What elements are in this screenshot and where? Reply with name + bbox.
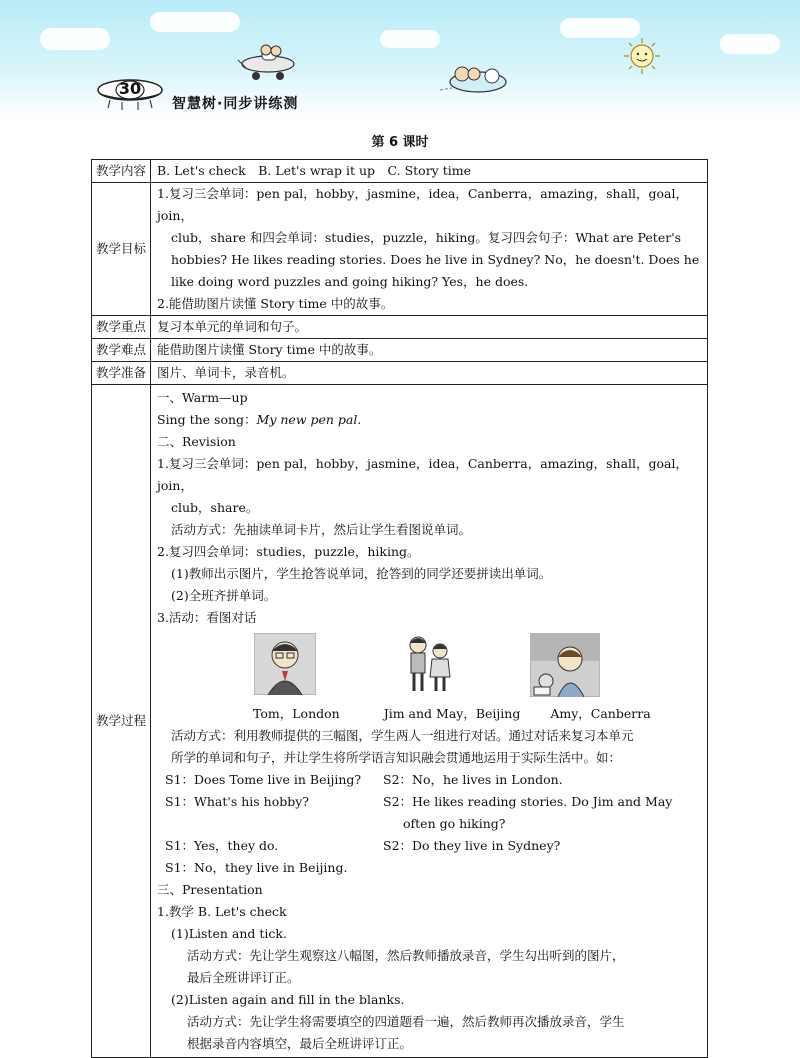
row-goals bbox=[92, 183, 708, 316]
two-kids-illustration bbox=[398, 633, 458, 695]
row-label: 教学过程 bbox=[92, 385, 151, 1058]
process-line: 1.复习三会单词：pen pal，hobby，jasmine，idea，Canberra，amazing，shall，goal，join， bbox=[157, 456, 688, 493]
dialogue-row bbox=[157, 769, 701, 791]
dialogue-s1: S1：Does Tome live in Beijing? bbox=[165, 772, 362, 787]
cloud-decoration bbox=[720, 34, 780, 54]
section-heading: 一、Warm—up bbox=[157, 390, 248, 405]
row-value bbox=[151, 385, 708, 1058]
row-value: 图片、单词卡，录音机。 bbox=[151, 362, 708, 385]
process-line: (1)教师出示图片，学生抢答说单词，抢答到的同学还要拼读出单词。 bbox=[171, 566, 552, 581]
process-line: (2)Listen again and fill in the blanks. bbox=[171, 992, 405, 1007]
page-number-badge bbox=[100, 78, 160, 104]
activity-line: 活动方式：利用教师提供的三幅图，学生两人一组进行对话。通过对话来复习本单元 bbox=[171, 728, 634, 743]
activity-line: 所学的单词和句子，并让学生将所学语言知识融会贯通地运用于实际生活中。如： bbox=[171, 750, 622, 765]
dialogue-s2: often go hiking? bbox=[403, 816, 506, 831]
process-line: club，share。 bbox=[171, 500, 259, 515]
dialogue-row bbox=[157, 791, 701, 813]
picture-row bbox=[157, 633, 701, 697]
picture-jim-may bbox=[398, 633, 458, 697]
activity-line: 根据录音内容填空，最后全班讲评订正。 bbox=[187, 1036, 413, 1051]
cloud-decoration bbox=[380, 30, 440, 48]
dialogue-s2 bbox=[383, 857, 701, 879]
caption-row bbox=[157, 699, 701, 725]
row-content bbox=[92, 160, 708, 183]
cloud-decoration bbox=[560, 18, 640, 38]
dialogue-s1: S1：What's his hobby? bbox=[165, 794, 309, 809]
picture-amy bbox=[530, 633, 600, 697]
row-value bbox=[151, 183, 708, 316]
sun-icon bbox=[622, 36, 662, 76]
row-key-points bbox=[92, 316, 708, 339]
song-prefix: Sing the song： bbox=[157, 412, 257, 427]
process-line: 2.复习四会单词：studies，puzzle，hiking。 bbox=[157, 544, 420, 559]
lesson-title: 第 6 课时 bbox=[371, 135, 429, 150]
dialogue-row bbox=[157, 813, 701, 835]
picture-tom bbox=[254, 633, 316, 697]
row-value: 能借助图片读懂 Story time 中的故事。 bbox=[151, 339, 708, 362]
goal-line: 1.复习三会单词：pen pal，hobby，jasmine，idea，Canberra，amazing，shall，goal，join， bbox=[157, 186, 688, 223]
dialogue-s2: S2：He likes reading stories. Do Jim and May bbox=[383, 794, 673, 809]
section-heading: 三、Presentation bbox=[157, 882, 263, 897]
goal-line: 2.能借助图片读懂 Story time 中的故事。 bbox=[157, 296, 394, 311]
row-label: 教学内容 bbox=[92, 160, 151, 183]
row-process bbox=[92, 385, 708, 1058]
dialogue-s2: S2：Do they live in Sydney? bbox=[383, 838, 561, 853]
row-value: B. Let's check B. Let's wrap it up C. Story time bbox=[151, 160, 708, 183]
activity-line: 活动方式：先让学生观察这八幅图，然后教师播放录音，学生勾出听到的图片， bbox=[187, 948, 625, 963]
song-suffix: . bbox=[357, 412, 362, 427]
brand-title: 智慧树·同步讲练测 bbox=[172, 96, 299, 112]
row-label: 教学目标 bbox=[92, 183, 151, 316]
girl-with-toys-illustration bbox=[530, 633, 600, 697]
activity-line: 活动方式：先抽读单词卡片，然后让学生看图说单词。 bbox=[171, 522, 472, 537]
goal-line: hobbies? He likes reading stories. Does he live in Sydney? No，he doesn't. Does he bbox=[171, 252, 700, 267]
cloud-decoration bbox=[40, 28, 110, 50]
row-label: 教学准备 bbox=[92, 362, 151, 385]
dialogue-s1: S1：No，they live in Beijing. bbox=[165, 860, 348, 875]
process-line: (1)Listen and tick. bbox=[171, 926, 287, 941]
dialogue-row bbox=[157, 835, 701, 857]
caption-tom: Tom，London bbox=[253, 706, 340, 721]
process-line: (2)全班齐拼单词。 bbox=[171, 588, 277, 603]
song-title: My new pen pal bbox=[256, 412, 358, 427]
dialogue-s1 bbox=[157, 813, 383, 835]
airplane-kids-illustration bbox=[236, 38, 300, 82]
goal-line: club，share 和四会单词：studies，puzzle，hiking。复习四会句子：What are Peter's bbox=[171, 230, 682, 245]
dialogue-s2: S2：No，he lives in London. bbox=[383, 772, 563, 787]
row-preparation bbox=[92, 362, 708, 385]
cloud-decoration bbox=[150, 12, 240, 32]
boy-with-glasses-illustration bbox=[254, 633, 316, 695]
row-value: 复习本单元的单词和句子。 bbox=[151, 316, 708, 339]
song-line bbox=[157, 409, 701, 431]
row-label: 教学难点 bbox=[92, 339, 151, 362]
activity-line: 活动方式：先让学生将需要填空的四道题看一遍，然后教师再次播放录音，学生 bbox=[187, 1014, 625, 1029]
caption-jim-may: Jim and May，Beijing bbox=[383, 706, 521, 721]
rocket-kids-illustration bbox=[440, 60, 510, 98]
page-number: 30 bbox=[118, 79, 142, 98]
lesson-plan-table bbox=[91, 159, 708, 1058]
section-heading: 二、Revision bbox=[157, 434, 236, 449]
process-line: 3.活动：看图对话 bbox=[157, 610, 257, 625]
process-line: 1.教学 B. Let's check bbox=[157, 904, 287, 919]
row-difficulty bbox=[92, 339, 708, 362]
goal-line: like doing word puzzles and going hiking? Yes，he does. bbox=[171, 274, 529, 289]
header-banner bbox=[0, 0, 800, 120]
activity-line: 最后全班讲评订正。 bbox=[187, 970, 300, 985]
row-label: 教学重点 bbox=[92, 316, 151, 339]
dialogue-s1: S1：Yes，they do. bbox=[165, 838, 279, 853]
caption-amy: Amy，Canberra bbox=[550, 706, 651, 721]
dialogue-row bbox=[157, 857, 701, 879]
